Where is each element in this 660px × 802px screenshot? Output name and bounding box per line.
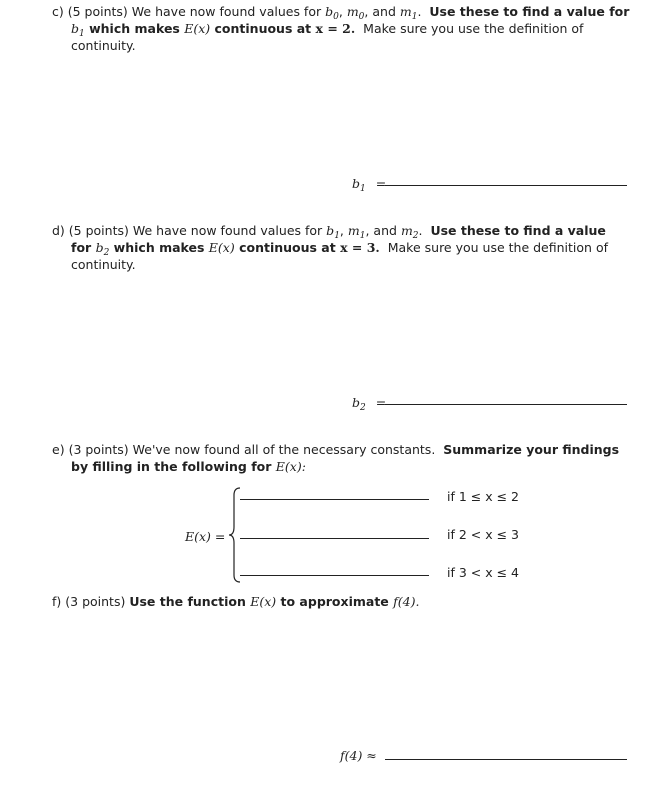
answer-blank[interactable] <box>385 185 627 186</box>
answer-label: $b_2$ = <box>352 395 387 413</box>
case-blank-1[interactable] <box>240 499 429 500</box>
question-text: We have now found values for <box>132 223 323 238</box>
question-tail: Make sure you use the definition of continuity. <box>71 21 584 53</box>
case-condition-1: if 1 ≤ x ≤ 2 <box>447 489 519 504</box>
question-text: We have now found values for <box>131 4 322 19</box>
case-condition-3: if 3 < x ≤ 4 <box>447 565 519 580</box>
question-c <box>52 3 630 54</box>
question-tail: Make sure you use the definition of continuity. <box>71 240 608 272</box>
instruction: Use the function E(x) to approximate f(4). <box>129 594 420 609</box>
points-label: (5 points) <box>67 4 128 19</box>
question-label: f) <box>52 594 62 609</box>
case-blank-2[interactable] <box>240 538 429 539</box>
instruction: Use these to find a value for $b_1$ which makes E(x) continuous at x = 2. <box>71 4 630 39</box>
var-b1: $b_1$ <box>326 223 340 241</box>
case-blank-3[interactable] <box>240 575 429 576</box>
question-f <box>52 593 630 610</box>
question-c-text: c) (5 points) We have now found values for $b_0$, $m_0$, and $m_1$. Use these to find a value for $b_1$ which makes E(x) continuous at x = 2. Make sure you use the definition of continuity. <box>52 4 630 53</box>
instruction: Use these to find a value for $b_2$ which makes E(x) continuous at x = 3. <box>71 223 606 258</box>
question-label: c) <box>52 4 64 19</box>
piecewise-lhs: E(x) = <box>185 529 226 544</box>
points-label: (5 points) <box>68 223 129 238</box>
question-e <box>52 441 630 475</box>
case-condition-2: if 2 < x ≤ 3 <box>447 527 519 542</box>
question-f-text <box>52 593 630 610</box>
points-label: (3 points) <box>65 594 126 609</box>
var-m1: $m_1$ <box>399 4 418 22</box>
question-label: e) <box>52 442 65 457</box>
question-text: We've now found all of the necessary constants. <box>132 442 436 457</box>
question-label: d) <box>52 223 65 238</box>
var-m0: $m_0$ <box>346 4 365 22</box>
var-m2: $m_2$ <box>400 223 419 241</box>
var-m1: $m_1$ <box>347 223 366 241</box>
points-label: (3 points) <box>68 442 129 457</box>
question-d <box>52 222 630 273</box>
answer-label: f(4) ≈ <box>340 748 377 763</box>
instruction: Summarize your findings by filling in the following for E(x): <box>71 442 620 474</box>
conjunction: and <box>373 223 397 238</box>
question-e-text <box>52 441 630 475</box>
answer-blank[interactable] <box>385 759 627 760</box>
left-brace-icon <box>228 487 242 583</box>
question-d-text: d) (5 points) We have now found values for $b_1$, $m_1$, and $m_2$. Use these to find a value for $b_2$ which makes E(x) continuous at x = 3. Make sure you use the definition of continuity. <box>52 223 608 272</box>
answer-label: $b_1$ = <box>352 176 387 194</box>
var-b0: $b_0$ <box>325 4 339 22</box>
conjunction: and <box>372 4 396 19</box>
answer-blank[interactable] <box>385 404 627 405</box>
